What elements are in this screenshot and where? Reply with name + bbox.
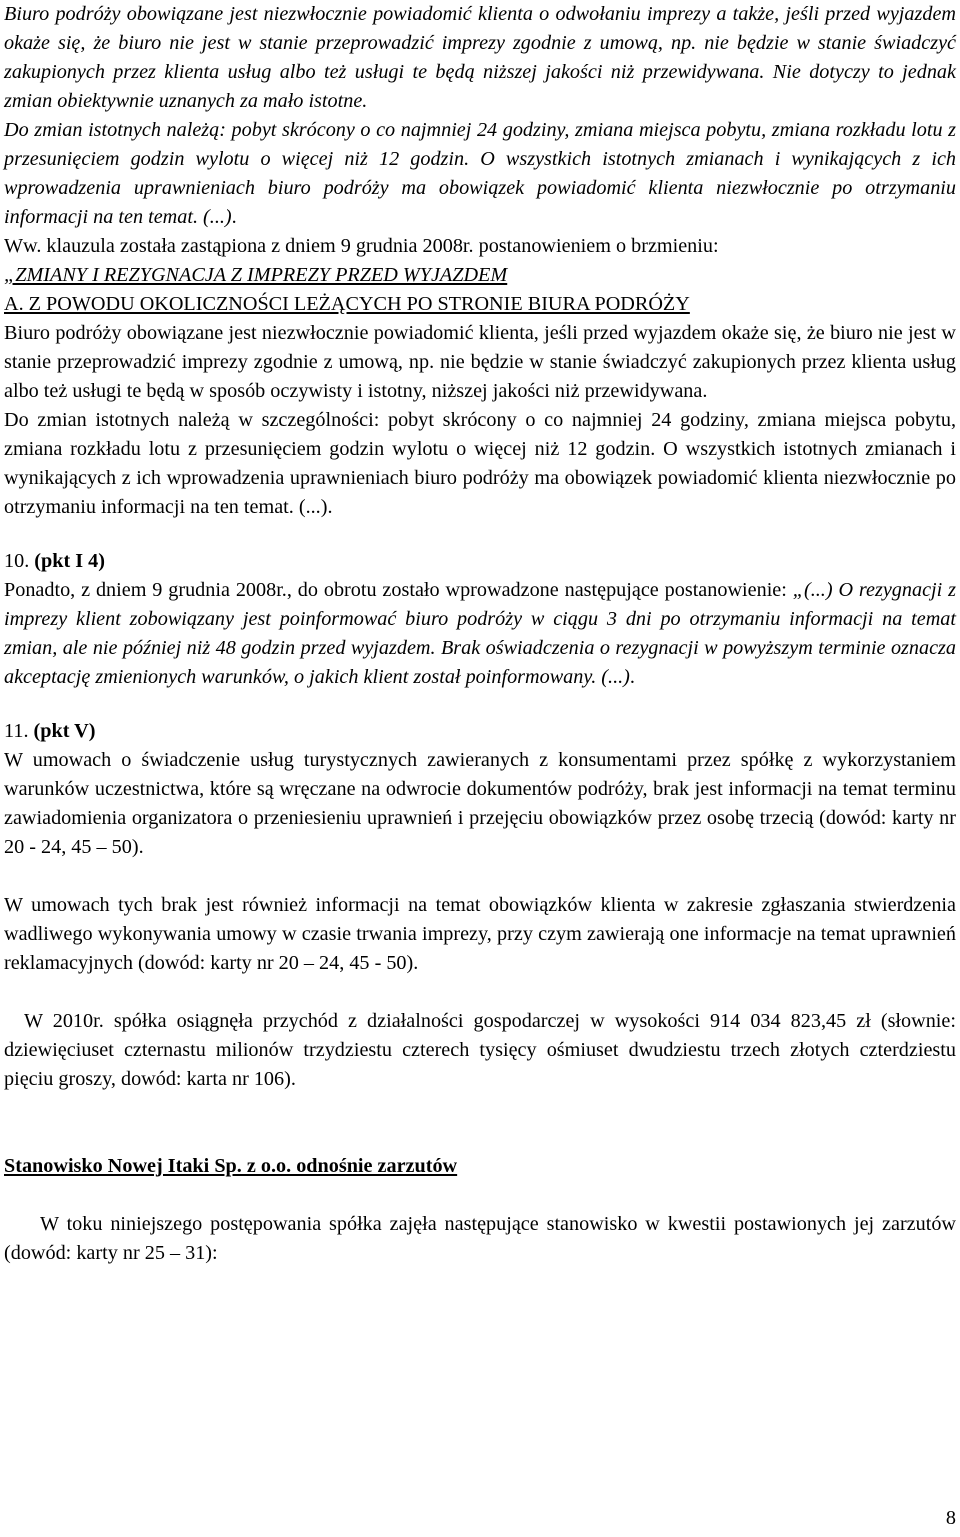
spacer	[4, 692, 956, 717]
item-10-ref: (pkt I 4)	[34, 550, 105, 572]
intro-paragraph-1: Biuro podróży obowiązane jest niezwłocznie powiadomić klienta o odwołaniu imprezy a także, jeśli przed wyjazdem okaże się, że biuro nie jest w stanie przeprowadzić imprezy zgodnie z umową, np. nie będzie w stanie świadczyć zakupionych przez klienta usług albo też usługi te będą niższej jakości niż przewidywana. Nie dotyczy to jednak zmian obiektywnie uznanych za mało istotne.	[4, 3, 956, 112]
item-10-end: .	[629, 666, 635, 688]
intro-paragraph-2	[4, 116, 956, 232]
spacer	[4, 978, 956, 1007]
item-11-ref: (pkt V)	[33, 720, 96, 742]
section-heading: Stanowisko Nowej Itaki Sp. z o.o. odnośnie zarzutów	[4, 1155, 458, 1177]
page-number: 8	[945, 1507, 956, 1529]
item-11-paragraph-3: W 2010r. spółka osiągnęła przychód z działalności gospodarczej w wysokości 914 034 823,45 zł (słownie: dziewięciuset czternastu milionów trzydziestu czterech tysięcy ośmiuset dwudziestu trzech złotych czterdziestu pięciu groszy, dowód: karta nr 106).	[4, 1010, 956, 1090]
spacer	[4, 1123, 956, 1152]
item-11-paragraph-2: W umowach tych brak jest również informacji na temat obowiązków klienta w zakresie zgłaszania stwierdzenia wadliwego wykonywania umowy w czasie trwania imprezy, przy czym zawierają one informacje na temat uprawnień reklamacyjnych (dowód: karty nr 20 – 24, 45 - 50).	[4, 894, 956, 974]
item-10-paragraph	[4, 576, 956, 692]
item-10-heading	[4, 547, 956, 576]
quote-paragraph-1: Biuro podróży obowiązane jest niezwłocznie powiadomić klienta, jeśli przed wyjazdem okaże się, że biuro nie jest w stanie przeprowadzić imprezy zgodnie z umową, np. nie będzie w stanie świadczyć zakupionych przez klienta usług albo też usługi te będą w sposób oczywisty i istotny, niższej jakości niż przewidywana.	[4, 322, 956, 402]
item-10-number: 10.	[4, 550, 30, 572]
item-10-lead: Ponadto, z dniem 9 grudnia 2008r., do obrotu zostało wprowadzone następujące postanowienie:	[4, 579, 793, 601]
spacer	[4, 522, 956, 547]
document-page	[4, 0, 956, 1268]
quote-paragraph-2-text: Do zmian istotnych należą w szczególności: pobyt skrócony o co najmniej 24 godziny, zmiana miejsca pobytu, zmiana rozkładu lotu z przesunięciem godzin wylotu o więcej niż 12 godzin. O wszystkich istotnych zmianach i wynikających z ich wprowadzenia uprawnieniach biuro podróży ma obowiązek powiadomić klienta niezwłocznie po otrzymaniu informacji na ten temat. (...)	[4, 409, 956, 518]
intro-paragraph-2-text: Do zmian istotnych należą: pobyt skrócony o co najmniej 24 godziny, zmiana miejsca pobytu, zmiana rozkładu lotu z przesunięciem godzin wylotu o więcej niż 12 godzin. O wszystkich istotnych zmianach i wynikających z ich wprowadzenia uprawnieniach biuro podróży ma obowiązek powiadomić klienta niezwłocznie po otrzymaniu informacji na ten temat. (...)	[4, 119, 956, 228]
item-11-number: 11.	[4, 720, 29, 742]
item-11-paragraph-1: W umowach o świadczenie usług turystycznych zawieranych z konsumentami przez spółkę z wykorzystaniem warunków uczestnictwa, które są wręczane na odwrocie dokumentów podróży, brak jest informacji na temat terminu zawiadomienia organizatora o przeniesieniu uprawnień i przejęciu obowiązków przez osobę trzecią (dowód: karty nr 20 - 24, 45 – 50).	[4, 749, 956, 858]
quote-title: „ZMIANY I REZYGNACJA Z IMPREZY PRZED WYJAZDEM	[4, 264, 508, 286]
section-paragraph-1: W toku niniejszego postępowania spółka zajęła następujące stanowisko w kwestii postawionych jej zarzutów (dowód: karty nr 25 – 31):	[4, 1213, 956, 1264]
item-11-heading	[4, 717, 956, 746]
quote-paragraph-2	[4, 406, 956, 522]
item-10-quote: „(...) O rezygnacji z imprezy klient zobowiązany jest poinformować biuro podróży w ciągu 3 dni po otrzymaniu informacji na temat zmian, ale nie później niż 48 godzin przed wyjazdem. Brak oświadczenia o rezygnacji w powyższym terminie oznacza akceptację zmienionych warunków, o jakich klient został poinformowany. (...)	[4, 579, 957, 688]
quote-subtitle: A. Z POWODU OKOLICZNOŚCI LEŻĄCYCH PO STRONIE BIURA PODRÓŻY	[4, 293, 690, 315]
intro-paragraph-2-end: .	[231, 206, 237, 228]
spacer	[4, 862, 956, 891]
clause-replaced-note: Ww. klauzula została zastąpiona z dniem 9 grudnia 2008r. postanowieniem o brzmieniu:	[4, 235, 719, 257]
spacer	[4, 1094, 956, 1123]
spacer	[4, 1181, 956, 1210]
quote-paragraph-2-end: .	[327, 496, 333, 518]
